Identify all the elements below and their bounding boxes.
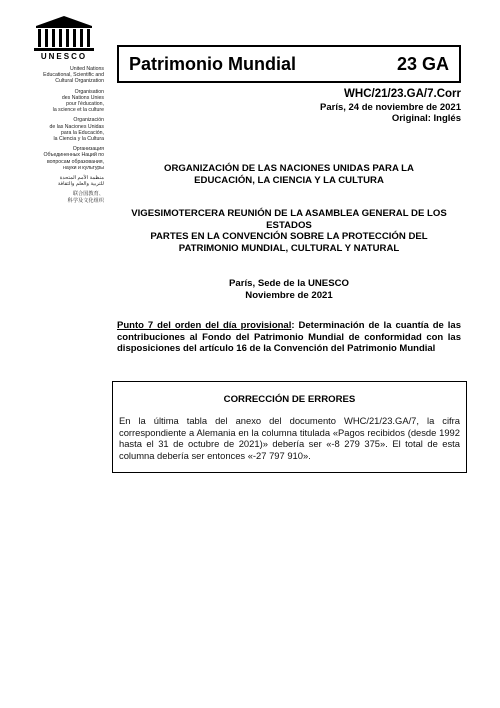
english-line: Cultural Organization [55,78,104,85]
document-reference: WHC/21/23.GA/7.Corr [344,88,461,100]
organization-heading: ORGANIZACIÓN DE LAS NACIONES UNIDAS PARA LA EDUCACIÓN, LA CIENCIA Y LA CULTURA [164,163,414,186]
correction-body: En la última tabla del anexo del documento WHC/21/23.GA/7, la cifra correspondiente a Alemania en la columna titulada «Pagos recibidos (desde 1992 hasta el 31 de octubre de 2021)» debería ser «-8 279 375». El total de esta columna debería ser entonces «-27 797 910». [119,415,460,462]
document-date: París, 24 de noviembre de 2021 [320,102,461,113]
correction-title: CORRECCIÓN DE ERRORES [223,394,356,405]
arabic-line: منظمة الأمم المتحدة [59,175,104,182]
correction-box [112,381,467,473]
french-line: Organisation [74,88,104,95]
organization-names [28,66,104,204]
arabic-line: للتربية والعلم والثقافة [57,181,104,188]
agenda-text: : Determinación de la cuantía de las contribuciones al Fondo del Patrimonio Mundial de conformidad con las disposiciones del artículo 16 de la Convención del Patrimonio Mundial [117,320,461,355]
meeting-heading: VIGESIMOTERCERA REUNIÓN DE LA ASAMBLEA GENERAL DE LOS ESTADOS PARTES EN LA CONVENCIÓN SOBRE LA PROTECCIÓN DEL PATRIMONIO MUNDIAL, CULTURAL Y NATURAL [131,208,447,254]
agenda-item [117,320,461,355]
russian-line: Организация [72,146,104,153]
agenda-label: Punto 7 del orden del día provisional [117,320,292,331]
logo-wordmark: UNESCO [40,52,88,60]
french-line: pour l'éducation, [66,101,104,108]
russian-line: науки и культуры [63,164,104,171]
meeting-place-date: París, Sede de la UNESCO Noviembre de 2021 [229,278,349,301]
session-code: 23 GA [396,53,449,74]
document-original-language: Original: Inglés [391,113,461,124]
french-line: des Nations Unies [61,94,104,101]
french-line: la science et la culture [52,107,104,114]
spanish-line: la Ciencia y la Cultura [53,136,104,143]
spanish-line: de las Naciones Unidas [49,123,104,130]
unesco-sidebar [28,14,104,204]
spanish-line: para la Educación, [61,129,104,136]
english-line: United Nations [69,66,104,72]
document-title: Patrimonio Mundial [129,53,297,74]
unesco-temple-logo [28,14,100,60]
english-line: Educational, Scientific and [43,72,104,79]
chinese-line: 联合国教育、 [72,191,104,198]
document-title-box [117,45,461,83]
spanish-line: Organización [73,117,104,124]
russian-line: Объединенных Наций по [43,152,104,159]
russian-line: вопросам образования, [46,158,104,165]
chinese-line: 科学及文化组织 [67,197,104,204]
document-meta [320,87,461,124]
